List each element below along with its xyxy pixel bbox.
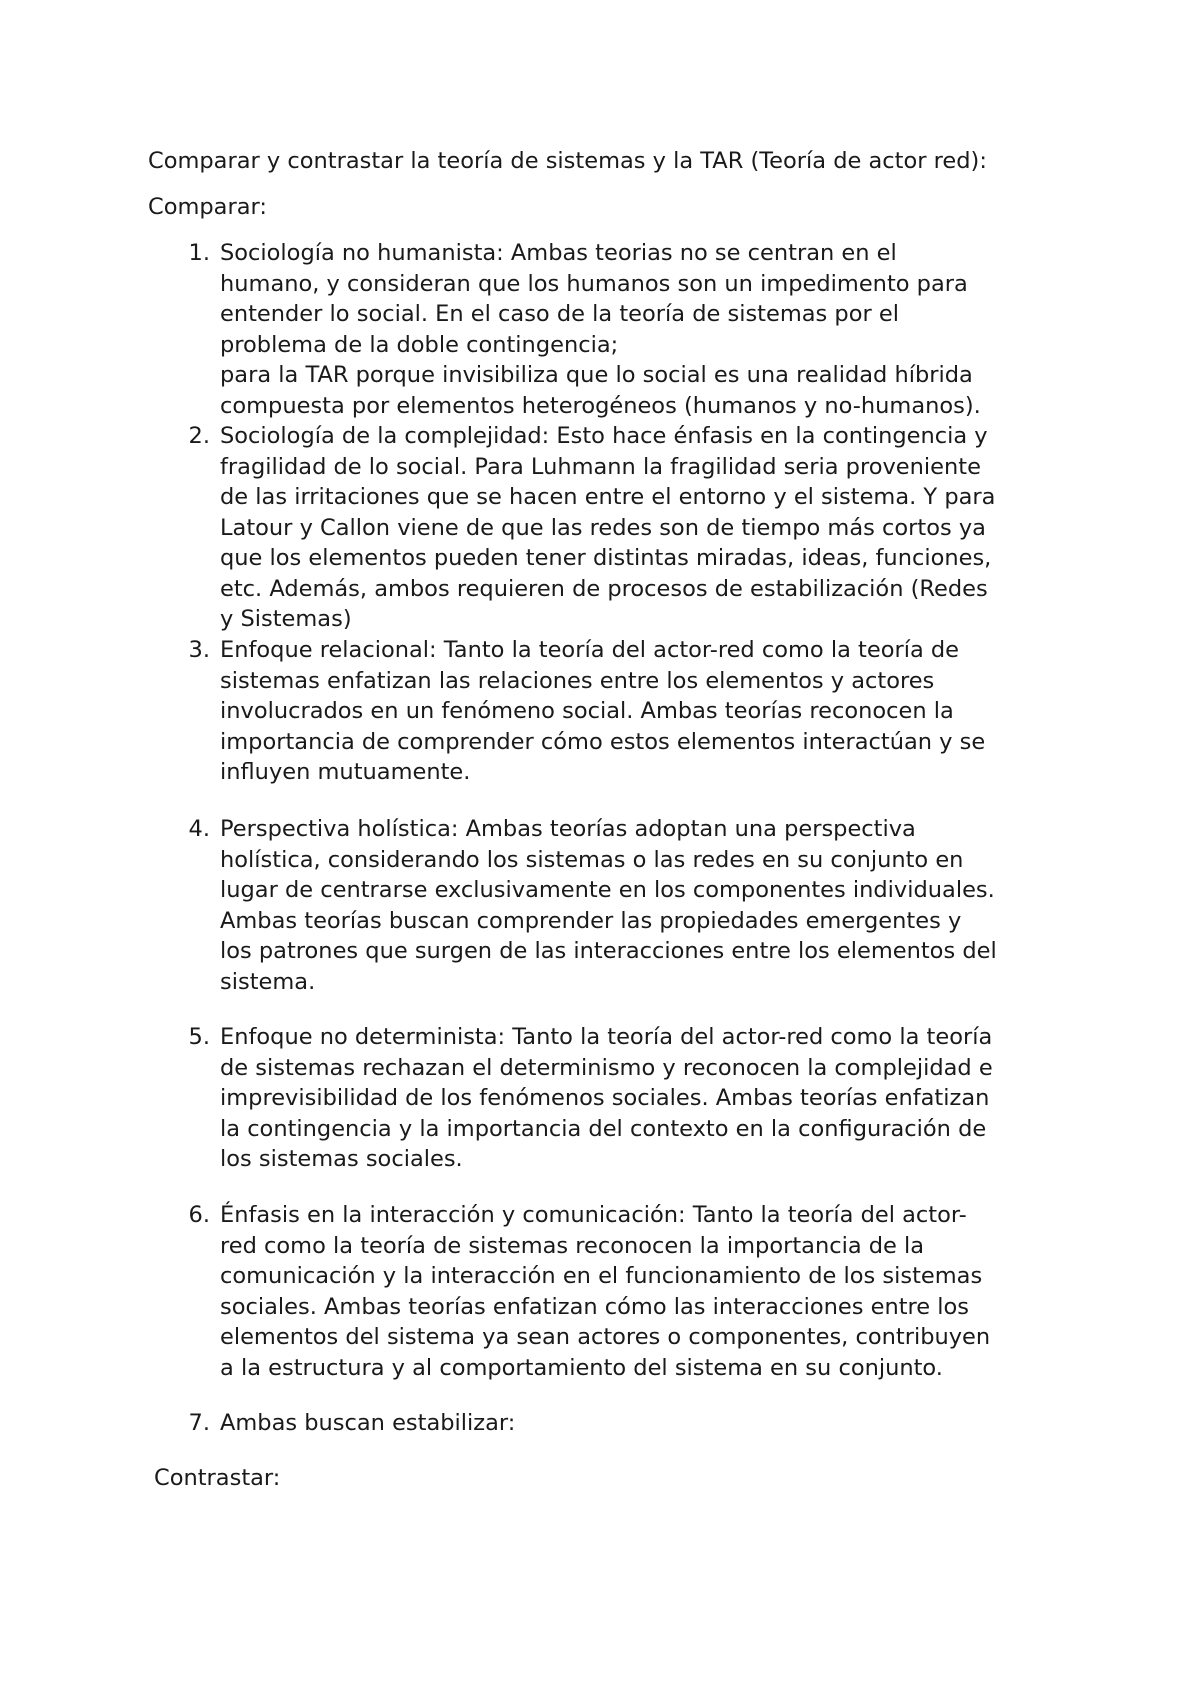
list-item (180, 421, 1060, 635)
list-item-text (220, 635, 1060, 788)
text-line: sistema. (220, 968, 316, 995)
text-line: y Sistemas) (220, 606, 352, 632)
text-line: que los elementos pueden tener distintas miradas, ideas, funciones, (220, 545, 992, 571)
list-number: 3. (188, 637, 210, 663)
section-heading-compare: Comparar: (148, 194, 267, 220)
list-item (180, 814, 1060, 997)
text-line: Sociología de la complejidad: Esto hace énfasis en la contingencia y (220, 423, 988, 449)
list-number: 5. (188, 1024, 210, 1050)
text-line: Énfasis en la interacción y comunicación: Tanto la teoría del actor- (220, 1202, 967, 1228)
list-item (180, 238, 1060, 421)
text-line: compuesta por elementos heterogéneos (humanos y no-humanos). (220, 392, 981, 419)
text-line: Perspectiva holística: Ambas teorías adoptan una perspectiva (220, 816, 916, 842)
list-item-text (220, 421, 1060, 635)
text-line: sistemas enfatizan las relaciones entre los elementos y actores (220, 667, 935, 694)
text-line: de sistemas rechazan el determinismo y reconocen la complejidad e (220, 1054, 993, 1081)
list-number: 4. (188, 816, 210, 842)
text-line: lugar de centrarse exclusivamente en los componentes individuales. (220, 877, 995, 903)
list-item (180, 1408, 1060, 1439)
text-line: a la estructura y al comportamiento del sistema en su conjunto. (220, 1354, 943, 1381)
text-line: entender lo social. En el caso de la teoría de sistemas por el (220, 301, 899, 327)
list-item (180, 1022, 1060, 1175)
text-line: problema de la doble contingencia; (220, 331, 619, 358)
text-line: los sistemas sociales. (220, 1146, 463, 1172)
text-line: la contingencia y la importancia del contexto en la configuración de (220, 1115, 987, 1142)
list-item (180, 635, 1060, 788)
text-line: Enfoque no determinista: Tanto la teoría del actor-red como la teoría (220, 1024, 993, 1050)
text-line: holística, considerando los sistemas o las redes en su conjunto en (220, 846, 964, 873)
text-line: humano, y consideran que los humanos son un impedimento para (220, 270, 968, 297)
text-line: para la TAR porque invisibiliza que lo social es una realidad híbrida (220, 362, 973, 388)
text-line: Latour y Callon viene de que las redes son de tiempo más cortos ya (220, 514, 986, 541)
text-line: Sociología no humanista: Ambas teorias no se centran en el (220, 240, 897, 266)
text-line: Ambas teorías buscan comprender las propiedades emergentes y (220, 907, 962, 934)
text-line: fragilidad de lo social. Para Luhmann la fragilidad seria proveniente (220, 453, 981, 480)
list-number: 2. (188, 423, 210, 449)
text-line: de las irritaciones que se hacen entre el entorno y el sistema. Y para (220, 484, 996, 510)
text-line: comunicación y la interacción en el funcionamiento de los sistemas (220, 1263, 983, 1289)
list-item-text (220, 1408, 1060, 1439)
text-line: sociales. Ambas teorías enfatizan cómo las interacciones entre los (220, 1293, 970, 1320)
list-item-text (220, 238, 1060, 421)
section-heading-contrast: Contrastar: (154, 1465, 281, 1491)
list-item-text (220, 1022, 1060, 1175)
text-line: red como la teoría de sistemas reconocen la importancia de la (220, 1232, 925, 1259)
text-line: importancia de comprender cómo estos elementos interactúan y se (220, 728, 986, 755)
list-item (180, 1200, 1060, 1383)
list-item-text (220, 1200, 1060, 1383)
text-line: los patrones que surgen de las interacciones entre los elementos del (220, 938, 997, 964)
list-item-text (220, 814, 1060, 997)
text-line: Ambas buscan estabilizar: (220, 1410, 516, 1436)
text-line: involucrados en un fenómeno social. Ambas teorías reconocen la (220, 698, 954, 724)
text-line: etc. Además, ambos requieren de procesos de estabilización (Redes (220, 575, 988, 602)
text-line: elementos del sistema ya sean actores o componentes, contribuyen (220, 1324, 991, 1350)
text-line: Enfoque relacional: Tanto la teoría del actor-red como la teoría de (220, 637, 960, 663)
list-number: 6. (188, 1202, 210, 1228)
text-line: influyen mutuamente. (220, 759, 471, 785)
document-title: Comparar y contrastar la teoría de sistemas y la TAR (Teoría de actor red): (148, 148, 987, 174)
text-line: imprevisibilidad de los fenómenos sociales. Ambas teorías enfatizan (220, 1085, 990, 1111)
list-number: 1. (188, 240, 210, 266)
list-number: 7. (188, 1410, 210, 1436)
